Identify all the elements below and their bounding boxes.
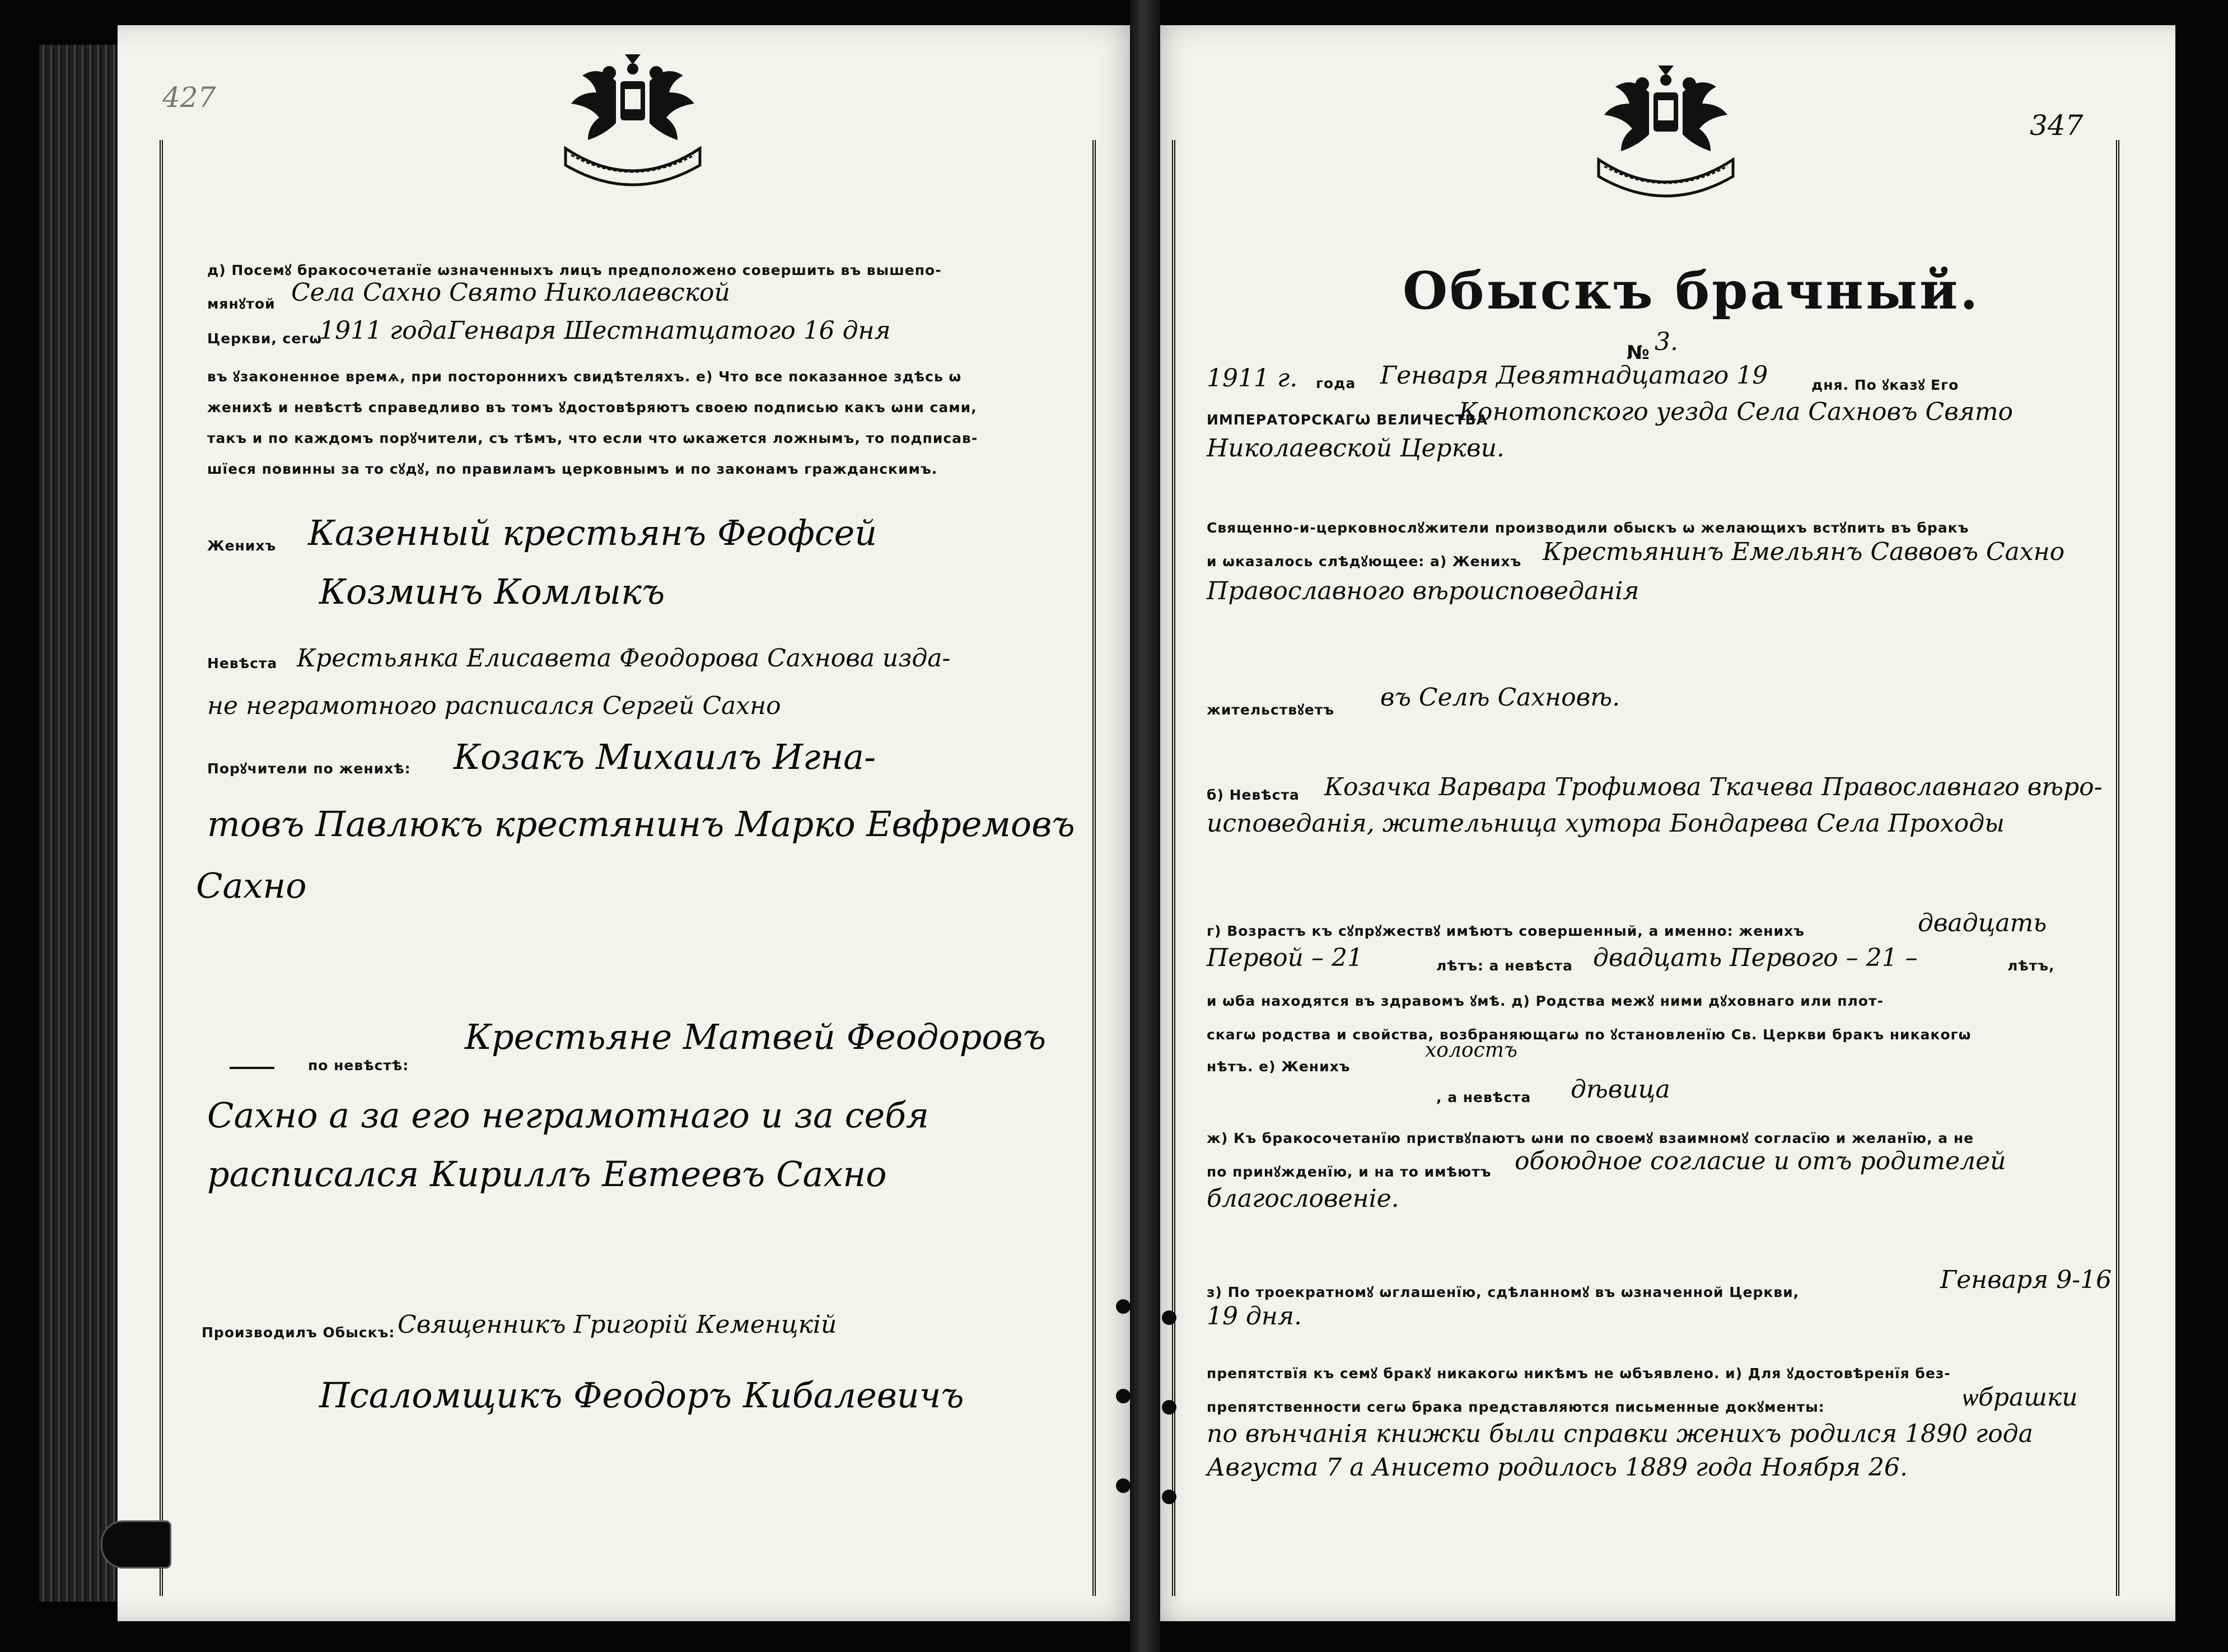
right-page-number: 347 [2030,109,2084,142]
binding-ring [1116,1299,1131,1314]
age-hand-b: Первой – 21 [1207,944,1363,972]
document-title: Обыскъ брачный. [1403,260,1981,321]
impediments-line-3: по вѣнчанія книжки были справки женихъ родился 1890 года [1207,1420,2033,1448]
para-d-line-4: въ ꙋзаконенное времѧ, при постороннихъ свидѣтеляхъ. е) Что все показанное здѣсь ѡ [207,368,962,385]
impediments-line-2-hand: ѡбрашки [1963,1383,2078,1412]
groom-guarantors-label: Порꙋчители по женихѣ: [207,760,411,777]
age-print-g: , а невѣста [1436,1089,1531,1105]
investigator-line-1: Священникъ Григорій Кеменцкій [398,1310,837,1339]
age-print-b: лѣтъ: а невѣста [1436,958,1573,974]
bride-print: б) Невѣста [1207,787,1300,803]
left-page [118,25,1142,1621]
right-page [1145,25,2175,1621]
double-headed-eagle-icon [1582,53,1750,199]
left-page-number: 427 [162,81,216,114]
groom-line-1: Казенный крестьянъ Феофсей [308,512,877,553]
groom-print: и ѡказалось слѣдꙋющее: а) Женихъ [1207,553,1522,570]
residence-print: жительствꙋетъ [1207,702,1335,718]
consent-hand-a: обоюдное согласие и отъ родителей [1515,1147,2006,1175]
groom-guarantors-line-2: товъ Павлюкъ крестянинъ Марко Евфремовъ [207,804,1075,844]
age-hand-c: двадцать Первого – 21 – [1593,944,1918,972]
bride-label: Невѣста [207,655,278,671]
intro-print-b: дня. По ꙋказꙋ Его [1811,377,1959,393]
consent-hand-b: благословеніе. [1207,1184,1399,1213]
groom-label: Женихъ [207,538,277,554]
consent-print-a: ж) Къ бракосочетанїю приствꙋпаютъ ѡни по своемꙋ взаимномꙋ согласїю и желанїю, а не [1207,1130,1974,1146]
consent-print-b: по принꙋжденїю, и на то имѣютъ [1207,1164,1492,1180]
intro-year: 1911 г. [1207,364,1298,393]
age-print-c: лѣтъ, [2007,958,2055,974]
bride-hand-2: исповеданія, жительница хутора Бондарева Села Проходы [1207,809,2005,838]
para-d-line-2-hand: Села Сахно Свято Николаевской [291,278,730,307]
bride-guarantors-line-3: расписался Кириллъ Евтеевъ Сахно [207,1154,887,1194]
groom-hand-1: Крестьянинъ Емельянъ Саввовъ Сахно [1543,538,2065,566]
para-d-line-2-print: мянꙋтой [207,296,275,312]
intro-church: Николаевской Церкви. [1207,434,1505,463]
groom-hand-2: Православного вѣроисповеданія [1207,577,1640,605]
bride-line-2: не неграмотного расписался Сергей Сахно [207,692,781,720]
intro-place: Конотопского уезда Села Сахновъ Свято [1459,398,2014,426]
impediments-line-2-print: препятственности сегѡ брака представляются письменные докꙋменты: [1207,1399,1825,1415]
intro-print-a: года [1316,375,1356,391]
binding-ring [1162,1400,1176,1415]
para-d-line-1: д) Посемꙋ бракосочетанїе ѡзначенныхъ лицъ предположено совершить въ вышепо- [207,262,942,278]
bride-guarantors-dash [230,1067,274,1069]
para-d-line-3-year: 1911 года [319,316,447,345]
binding-ring [1162,1310,1176,1325]
investigator-line-2: Псаломщикъ Феодоръ Кибалевичъ [319,1375,964,1416]
banns-hand-b: 19 дня. [1207,1302,1302,1331]
age-print-f: нѣтъ. е) Женихъ [1207,1058,1351,1075]
banns-hand-a: Генваря 9-16 [1940,1266,2112,1294]
bride-line-1: Крестьянка Елисавета Феодорова Сахнова изда- [297,644,951,673]
number-value: 3. [1655,328,1678,356]
binding-ring [1162,1490,1176,1504]
bride-guarantors-line-2: Сахно а за его неграмотнаго и за себя [207,1095,929,1136]
impediments-line-1: препятствїя къ семꙋ бракꙋ никакогѡ никѣмъ не ѡбъявлено. и) Для ꙋдостовѣренїя без- [1207,1365,1951,1382]
intro-date: Генваря Девятнадцатаго 19 [1380,361,1768,390]
para-d-line-3-print: Церкви, сегѡ [207,330,323,347]
bookmark-tab [101,1520,171,1569]
age-print-a: г) Возрастъ къ сꙋпрꙋжествꙋ имѣютъ совершенный, а именно: женихъ [1207,923,1805,939]
groom-line-2: Козминъ Комлыкъ [319,571,665,612]
groom-guarantors-line-3: Сахно [196,865,307,906]
groom-guarantors-line-1: Козакъ Михаилъ Игна- [454,736,876,777]
book-spine [1130,0,1160,1652]
para-d-line-7: шїеся повинны за то сꙋдꙋ, по правиламъ церковнымъ и по законамъ гражданскимъ. [207,461,938,477]
investigator-label: Производилъ Обыскъ: [202,1324,395,1341]
clergy-line: Священно-и-церковнослꙋжители производили обыскъ ѡ желающихъ встꙋпить въ бракъ [1207,520,1969,536]
binding-ring [1116,1478,1131,1493]
age-hand-a: двадцать [1918,909,2047,937]
age-print-e: скагѡ родства и свойства, возбраняющагѡ по ꙋстановленїю Св. Церкви бракъ никакогѡ [1207,1026,1972,1043]
intro-print-c: ИМПЕРАТОРСКАГѠ ВЕЛИЧЕСТВА [1207,412,1488,428]
age-print-d: и ѡба находятся въ здравомъ ꙋмѣ. д) Родства межꙋ ними дꙋховнаго или плот- [1207,993,1884,1009]
bride-guarantors-label: по невѣстѣ: [308,1057,409,1074]
para-d-line-3-date: Генваря Шестнатцатого 16 дня [448,316,891,345]
age-hand-e: дѣвица [1571,1075,1670,1104]
number-label: № [1627,342,1650,364]
para-d-line-5: женихѣ и невѣстѣ справедливо въ томъ ꙋдостовѣряютъ своею подписью какъ ѡни сами, [207,399,977,416]
bride-hand-1: Козачка Варвара Трофимова Ткачева Православнаго вѣро- [1324,773,2103,801]
bride-guarantors-line-1: Крестьяне Матвей Феодоровъ [465,1016,1047,1057]
binding-ring [1116,1389,1131,1403]
impediments-line-4: Августа 7 а Анисето родилось 1889 года Ноября 26. [1207,1453,1908,1482]
double-headed-eagle-icon [549,42,717,188]
residence-hand: въ Селѣ Сахновѣ. [1380,683,1620,712]
para-d-line-6: такъ и по каждомъ порꙋчители, съ тѣмъ, что если что ѡкажется ложнымъ, то подписав- [207,430,978,446]
banns-print: з) По троекратномꙋ ѡглашенїю, сдѣланномꙋ въ ѡзначенной Церкви, [1207,1284,1800,1300]
book-edge-stack [39,45,123,1602]
age-hand-d: холостъ [1425,1039,1517,1062]
